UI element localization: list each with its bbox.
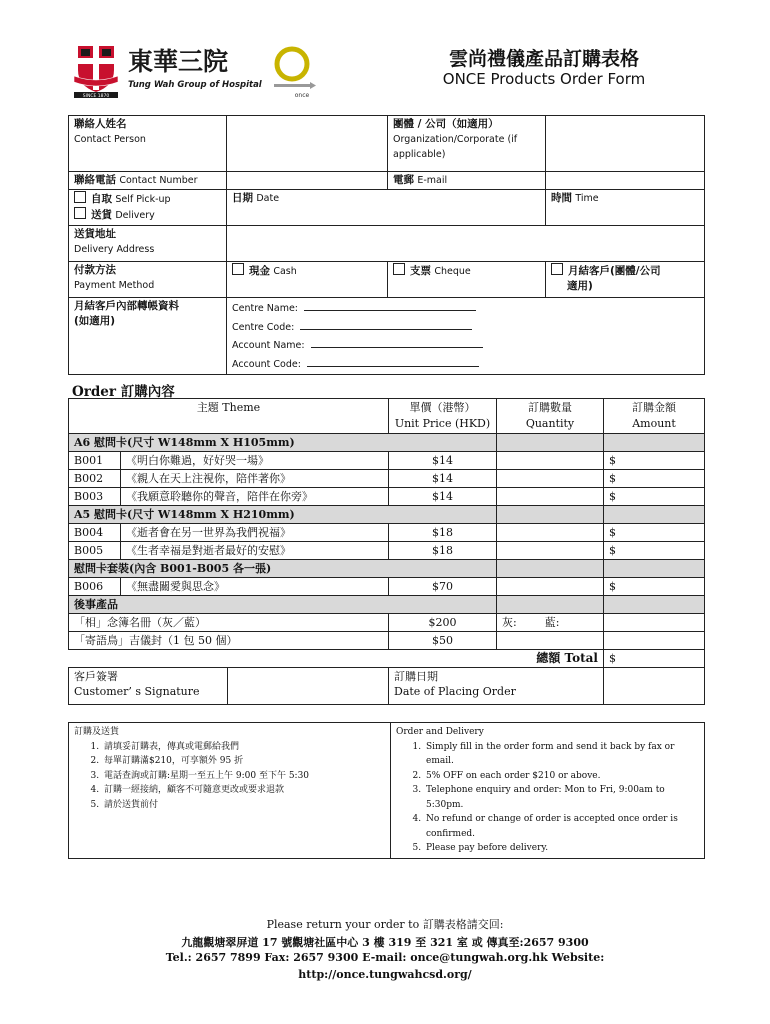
cash-checkbox[interactable] bbox=[232, 263, 244, 275]
item-amount-field[interactable] bbox=[604, 632, 705, 650]
item-quantity-field[interactable] bbox=[497, 452, 604, 470]
item-amount-field[interactable]: $ bbox=[604, 524, 705, 542]
form-title-zh: 雲尚禮儀產品訂購表格 bbox=[448, 48, 639, 70]
total-amount-field[interactable]: $ bbox=[604, 650, 705, 668]
signature-field[interactable] bbox=[228, 668, 388, 704]
list-item: 4. No refund or change of order is accepted once order is confirmed. bbox=[424, 812, 699, 841]
item-price: $200 bbox=[389, 614, 497, 632]
item-quantity-field[interactable] bbox=[497, 542, 604, 560]
email-field[interactable] bbox=[546, 172, 705, 190]
col-quantity: 訂購數量 Quantity bbox=[497, 399, 604, 434]
org-name-zh: 東華三院 bbox=[128, 47, 229, 76]
item-code: B006 bbox=[69, 578, 121, 596]
centre-code-field[interactable]: Centre Code: bbox=[232, 318, 699, 337]
tung-wah-logo bbox=[72, 40, 262, 102]
group-funeral-products: 後事產品 bbox=[69, 596, 497, 614]
item-name: 《無盡關愛與思念》 bbox=[121, 578, 389, 596]
once-logo bbox=[270, 44, 318, 100]
order-date-label: 訂購日期 Date of Placing Order bbox=[389, 668, 604, 705]
table-row bbox=[69, 578, 705, 596]
item-price: $18 bbox=[389, 524, 497, 542]
total-label: 總額 Total bbox=[69, 650, 604, 668]
notes-en: Order and Delivery 1. Simply fill in the order form and send it back by fax or email. 2. 5% OFF on each order $210 or above. 3. Telephone enquiry and order: Mon to Fri, 9:00am to 5:30pm. 4. No refund or change of order is accepted once order is confirmed. 5. Please pay before delivery. bbox=[391, 723, 705, 859]
col-amount: 訂購金額 Amount bbox=[604, 399, 705, 434]
account-info-fields bbox=[227, 298, 705, 375]
item-quantity-field[interactable] bbox=[497, 470, 604, 488]
self-pickup-checkbox[interactable] bbox=[74, 191, 86, 203]
item-price: $70 bbox=[389, 578, 497, 596]
organization-label: 團體 / 公司（如適用） Organization/Corporate (if applicable) bbox=[388, 116, 546, 172]
table-row bbox=[69, 542, 705, 560]
table-row bbox=[69, 470, 705, 488]
account-info-label: 月結客戶內部轉帳資料 (如適用) bbox=[69, 298, 227, 375]
item-code: B004 bbox=[69, 524, 121, 542]
payment-cash-option[interactable]: 現金 Cash bbox=[227, 262, 388, 298]
item-amount-field[interactable] bbox=[604, 614, 705, 632]
contact-person-label: 聯絡人姓名 Contact Person bbox=[69, 116, 227, 172]
delivery-option[interactable]: 送貨 Delivery bbox=[74, 207, 221, 223]
item-code: B003 bbox=[69, 488, 121, 506]
item-quantity-field[interactable]: 灰: 藍: bbox=[497, 614, 604, 632]
group-a5: A5 慰問卡(尺寸 W148mm X H210mm) bbox=[69, 506, 497, 524]
order-table bbox=[68, 398, 705, 705]
payment-method-label: 付款方法 Payment Method bbox=[69, 262, 227, 298]
item-name: 《逝者會在另一世界為我們祝福》 bbox=[121, 524, 389, 542]
item-price: $14 bbox=[389, 470, 497, 488]
contact-number-label: 聯絡電話 Contact Number bbox=[69, 172, 227, 190]
item-code: B005 bbox=[69, 542, 121, 560]
notes-table bbox=[68, 722, 705, 859]
email-label: 電郵 E-mail bbox=[388, 172, 546, 190]
table-row bbox=[69, 632, 705, 650]
item-price: $14 bbox=[389, 488, 497, 506]
list-item: 2. 每單訂購滿$210，可享額外 95 折 bbox=[102, 754, 385, 769]
table-row bbox=[69, 452, 705, 470]
col-theme: 主題 Theme bbox=[69, 399, 389, 434]
payment-cheque-option[interactable]: 支票 Cheque bbox=[388, 262, 546, 298]
order-section-title: Order 訂購內容 bbox=[72, 384, 175, 400]
item-quantity-field[interactable] bbox=[497, 488, 604, 506]
table-row bbox=[69, 524, 705, 542]
list-item: 5. 請於送貨前付 bbox=[102, 798, 385, 813]
contact-table bbox=[68, 115, 705, 375]
item-amount-field[interactable]: $ bbox=[604, 488, 705, 506]
signature-label: 客戶簽署 Customer’ s Signature bbox=[69, 668, 228, 704]
item-amount-field[interactable]: $ bbox=[604, 452, 705, 470]
return-instruction: Please return your order to 訂購表格請交回: bbox=[266, 918, 504, 931]
cheque-checkbox[interactable] bbox=[393, 263, 405, 275]
list-item: 4. 訂購一經接納，顧客不可隨意更改或要求退款 bbox=[102, 783, 385, 798]
list-item: 2. 5% OFF on each order $210 or above. bbox=[424, 769, 699, 784]
item-name: 《親人在天上注視你，陪伴著你》 bbox=[121, 470, 389, 488]
list-item: 3. Telephone enquiry and order: Mon to Fri, 9:00am to 5:30pm. bbox=[424, 783, 699, 812]
item-price: $50 bbox=[389, 632, 497, 650]
item-code: B001 bbox=[69, 452, 121, 470]
col-unit-price: 單價（港幣） Unit Price (HKD) bbox=[389, 399, 497, 434]
date-field[interactable]: 日期 Date bbox=[227, 190, 546, 226]
item-price: $18 bbox=[389, 542, 497, 560]
delivery-address-field[interactable] bbox=[227, 226, 705, 262]
item-amount-field[interactable]: $ bbox=[604, 578, 705, 596]
group-card-set: 慰問卡套裝(內含 B001-B005 各一張) bbox=[69, 560, 497, 578]
group-a6: A6 慰問卡(尺寸 W148mm X H105mm) bbox=[69, 434, 497, 452]
delivery-option-cell bbox=[69, 190, 227, 226]
list-item: 5. Please pay before delivery. bbox=[424, 841, 699, 856]
order-date-field[interactable] bbox=[604, 668, 705, 705]
org-name-en: Tung Wah Group of Hospitals bbox=[128, 80, 262, 90]
centre-name-field[interactable]: Centre Name: bbox=[232, 299, 699, 318]
list-item: 1. Simply fill in the order form and send it back by fax or email. bbox=[424, 740, 699, 769]
item-name: 《明白你難過，好好哭一場》 bbox=[121, 452, 389, 470]
contact-details: Tel.: 2657 7899 Fax: 2657 9300 E-mail: once@tungwah.org.hk Website: bbox=[165, 951, 605, 964]
item-name: 「寄語鳥」吉儀封（1 包 50 個） bbox=[69, 632, 389, 650]
delivery-address-label: 送貨地址 Delivery Address bbox=[69, 226, 227, 262]
item-code: B002 bbox=[69, 470, 121, 488]
delivery-checkbox[interactable] bbox=[74, 207, 86, 219]
item-name: 「相」念簿名冊（灰／藍） bbox=[69, 614, 389, 632]
list-item: 1. 請填妥訂購表，傳真或電郵給我們 bbox=[102, 740, 385, 755]
contact-number-field[interactable] bbox=[227, 172, 388, 190]
contact-person-field[interactable] bbox=[227, 116, 388, 172]
table-row bbox=[69, 488, 705, 506]
org-since: SINCE 1870 bbox=[82, 94, 110, 99]
self-pickup-option[interactable]: 自取 Self Pick-up bbox=[74, 191, 221, 207]
notes-zh: 訂購及送貨 1. 請填妥訂購表，傳真或電郵給我們 2. 每單訂購滿$210，可享額外 95 折 3. 電話查詢或訂購:星期一至五上午 9:00 至下午 5:30 4. 訂購一經接納，顧客不可隨意更改或要求退款 5. 請於送貨前付 bbox=[69, 723, 391, 859]
item-price: $14 bbox=[389, 452, 497, 470]
return-address: 九龍觀塘翠屏道 17 號觀塘社區中心 3 樓 319 至 321 室 或 傳真至:2657 9300 bbox=[181, 936, 589, 949]
item-quantity-field[interactable] bbox=[497, 524, 604, 542]
form-title-en: ONCE Products Order Form bbox=[442, 70, 646, 88]
item-amount-field[interactable]: $ bbox=[604, 542, 705, 560]
table-row bbox=[69, 614, 705, 632]
organization-field[interactable] bbox=[546, 116, 705, 172]
monthly-checkbox[interactable] bbox=[551, 263, 563, 275]
item-amount-field[interactable]: $ bbox=[604, 470, 705, 488]
list-item: 3. 電話查詢或訂購:星期一至五上午 9:00 至下午 5:30 bbox=[102, 769, 385, 784]
payment-monthly-option[interactable]: 月結客戶(團體/公司 適用) bbox=[546, 262, 705, 298]
item-name: 《我願意聆聽你的聲音，陪伴在你旁》 bbox=[121, 488, 389, 506]
item-quantity-field[interactable] bbox=[497, 578, 604, 596]
website-link[interactable]: http://once.tungwahcsd.org/ bbox=[298, 968, 472, 981]
item-quantity-field[interactable] bbox=[497, 632, 604, 650]
account-code-field[interactable]: Account Code: bbox=[232, 355, 699, 374]
item-name: 《生者幸福是對逝者最好的安慰》 bbox=[121, 542, 389, 560]
time-field[interactable]: 時間 Time bbox=[546, 190, 705, 226]
once-brand-text: once bbox=[294, 92, 310, 99]
account-name-field[interactable]: Account Name: bbox=[232, 336, 699, 355]
